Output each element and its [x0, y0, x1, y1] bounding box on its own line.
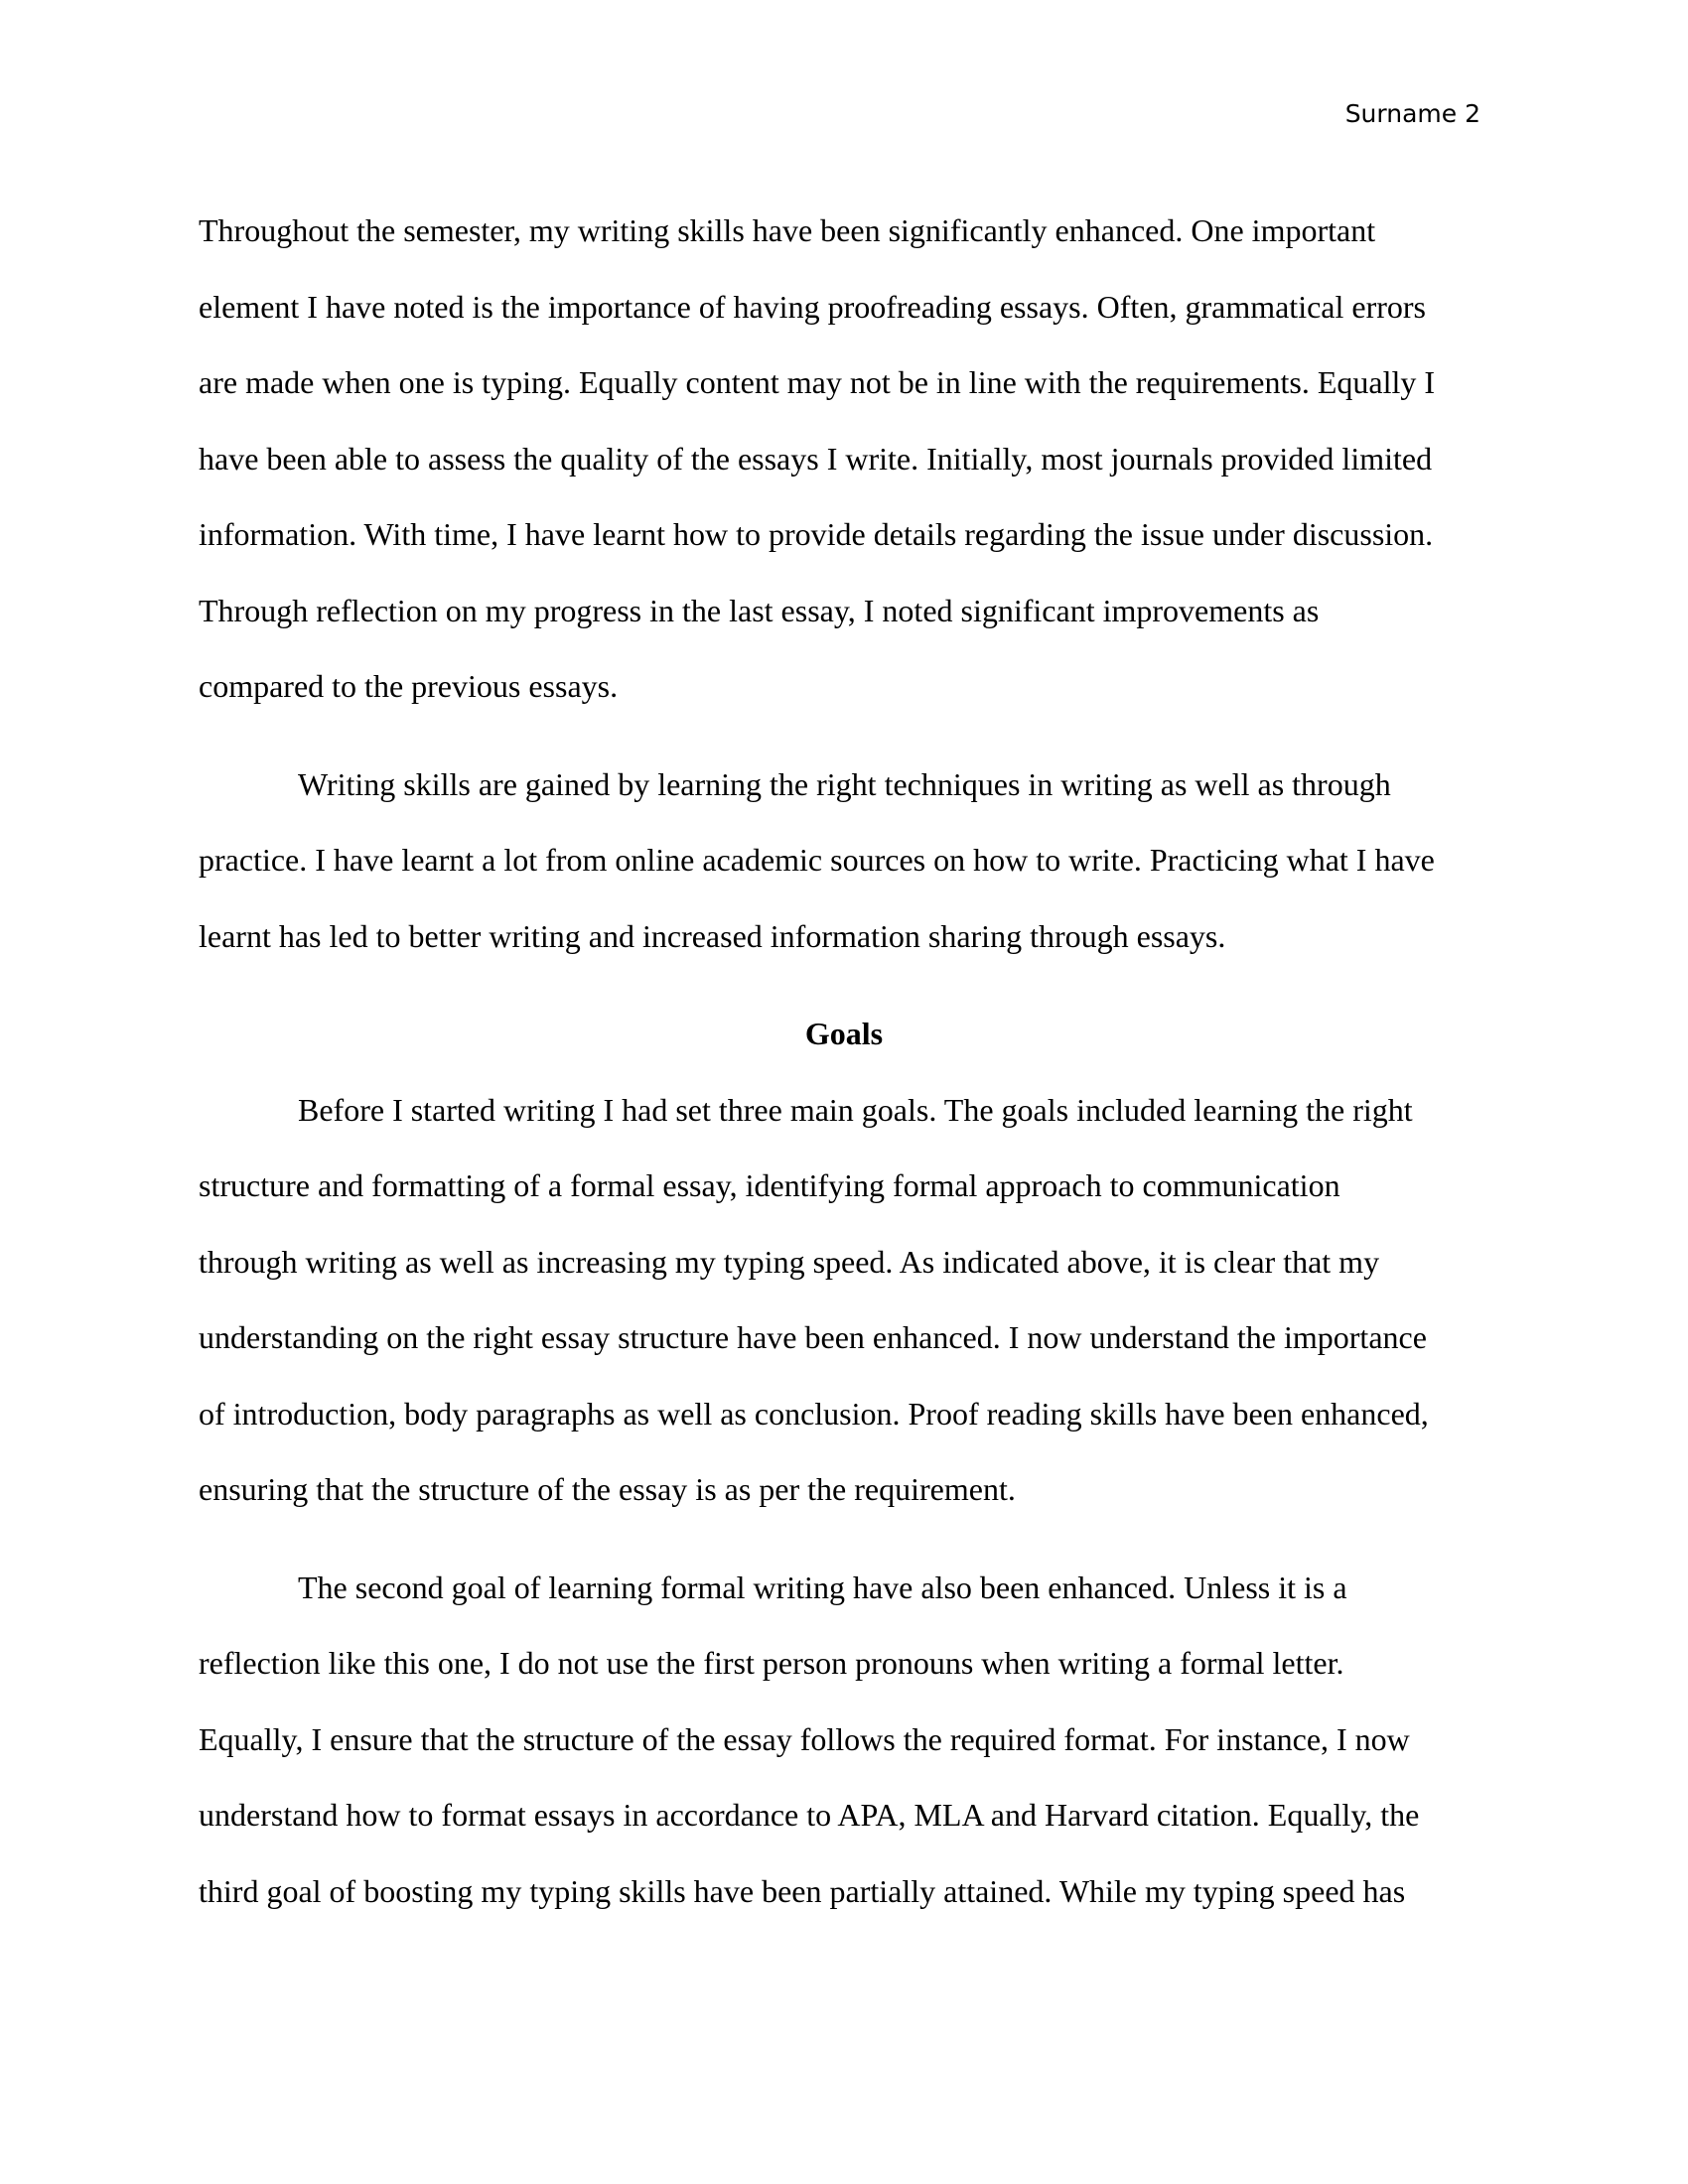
text-line: through writing as well as increasing my typing speed. As indicated above, it is clear that my	[199, 1243, 1380, 1280]
text-line: Writing skills are gained by learning the right techniques in writing as well as through	[298, 765, 1391, 802]
text-line: are made when one is typing. Equally content may not be in line with the requirements. Equally I	[199, 364, 1435, 400]
text-line: ensuring that the structure of the essay is as per the requirement.	[199, 1471, 1016, 1507]
text-line: understand how to format essays in accordance to APA, MLA and Harvard citation. Equally, the	[199, 1797, 1420, 1833]
text-line: information. With time, I have learnt how to provide details regarding the issue under discussion.	[199, 516, 1434, 552]
text-line: structure and formatting of a formal essay, identifying formal approach to communication	[199, 1167, 1340, 1203]
paragraph-4	[199, 1550, 1489, 1930]
running-head: Surname 2	[1344, 99, 1480, 128]
text-line: of introduction, body paragraphs as well as conclusion. Proof reading skills have been enhanced,	[199, 1395, 1429, 1432]
text-line: Through reflection on my progress in the last essay, I noted significant improvements as	[199, 592, 1320, 628]
paragraph-1	[199, 193, 1489, 725]
text-line: compared to the previous essays.	[199, 668, 619, 704]
text-line: third goal of boosting my typing skills have been partially attained. While my typing speed has	[199, 1872, 1406, 1909]
paragraph-2	[199, 747, 1489, 975]
text-line: Before I started writing I had set three main goals. The goals included learning the right	[298, 1091, 1413, 1128]
section-heading: Goals	[804, 1016, 884, 1051]
text-line: Throughout the semester, my writing skills have been significantly enhanced. One important	[199, 212, 1376, 248]
text-line: Equally, I ensure that the structure of the essay follows the required format. For instance, I now	[199, 1720, 1410, 1757]
text-line: understanding on the right essay structure have been enhanced. I now understand the importance	[199, 1319, 1427, 1355]
text-line: The second goal of learning formal writing have also been enhanced. Unless it is a	[298, 1569, 1347, 1605]
text-line: reflection like this one, I do not use the first person pronouns when writing a formal letter.	[199, 1645, 1344, 1681]
text-line: learnt has led to better writing and increased information sharing through essays.	[199, 917, 1226, 954]
text-line: practice. I have learnt a lot from online academic sources on how to write. Practicing what I have	[199, 842, 1435, 878]
text-line: have been able to assess the quality of the essays I write. Initially, most journals provided limited	[199, 440, 1433, 477]
paragraph-3	[199, 1072, 1489, 1528]
document-body	[199, 193, 1489, 1929]
text-line: element I have noted is the importance of having proofreading essays. Often, grammatical errors	[199, 288, 1426, 325]
